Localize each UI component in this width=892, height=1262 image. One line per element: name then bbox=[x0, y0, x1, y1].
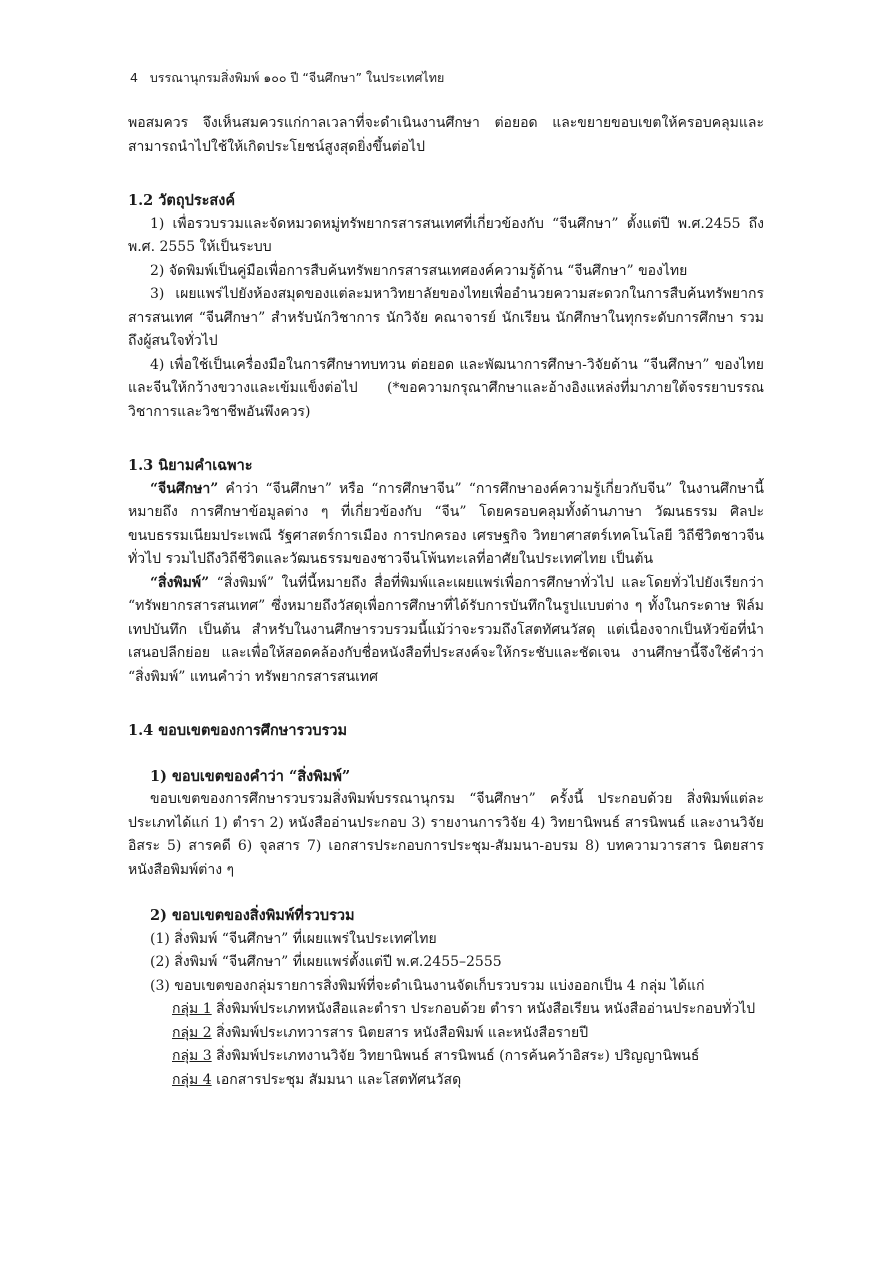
group-item bbox=[128, 1045, 764, 1069]
group-label: กลุ่ม 4 bbox=[172, 1071, 212, 1088]
group-text: สิ่งพิมพ์ประเภทหนังสือและตำรา ประกอบด้วย ตำรา หนังสือเรียน หนังสืออ่านประกอบทั่วไป bbox=[211, 1001, 756, 1017]
group-label: กลุ่ม 2 bbox=[172, 1024, 212, 1041]
intro-paragraph: พอสมควร จึงเห็นสมควรแก่กาลเวลาที่จะดำเนินงานศึกษา ต่อยอด และขยายขอบเขตให้ครอบคลุมและสามารถนำไปใช้ให้เกิดประโยชน์สูงสุดยิ่งขึ้นต่อไป bbox=[128, 115, 764, 155]
scope-item: (3) ขอบเขตของกลุ่มรายการสิ่งพิมพ์ที่จะดำเนินงานจัดเก็บรวบรวม แบ่งออกเป็น 4 กลุ่ม ได้แก่ bbox=[150, 977, 705, 994]
group-text: เอกสารประชุม สัมมนา และโสตทัศนวัสดุ bbox=[211, 1071, 462, 1088]
scope-term-body: ขอบเขตของการศึกษารวบรวมสิ่งพิมพ์บรรณานุกรม “จีนศึกษา” ครั้งนี้ ประกอบด้วย สิ่งพิมพ์แต่ละประเภทได้แก่ 1) ตำรา 2) หนังสืออ่านประกอบ 3) รายงานการวิจัย 4) วิทยานิพนธ์ สารนิพนธ์ และงานวิจัยอิสระ 5) สารคดี 6) จุลสาร 7) เอกสารประกอบการประชุม-สัมมนา-อบรม 8) บทความวารสาร นิตยสาร หนังสือพิมพ์ต่าง ๆ bbox=[128, 791, 764, 878]
def-publication: “สิ่งพิมพ์” ในที่นี้หมายถึง สื่อที่พิมพ์และเผยแพร่เพื่อการศึกษาทั่วไป และโดยทั่วไปยังเรียกว่า “ทรัพยากรสารสนเทศ” ซึ่งหมายถึงวัสดุเพื่อการศึกษาที่ได้รับการบันทึกในรูปแบบต่าง ๆ ทั้งในกระดาษ ฟิล์ม เทปบันทึก เป็นต้น สำหรับในงานศึกษารวบรวมนี้แม้ว่าจะรวมถึงโสตทัศนวัสดุ แต่เนื่องจากเป็นหัวข้อที่นำเสนอปลีกย่อย และเพื่อให้สอดคล้องกับชื่อหนังสือที่ประสงค์จะให้กระชับและชัดเจน งานศึกษานี้จึงใช้คำว่า “สิ่งพิมพ์” แทนคำว่า ทรัพยากรสารสนเทศ bbox=[128, 574, 764, 685]
subheading-scope-term: 1) ขอบเขตของคำว่า “สิ่งพิมพ์” bbox=[150, 767, 351, 785]
subheading-scope-collected: 2) ขอบเขตของสิ่งพิมพ์ที่รวบรวม bbox=[150, 907, 355, 924]
objective-item: 4) เพื่อใช้เป็นเครื่องมือในการศึกษาทบทวน ต่อยอด และพัฒนาการศึกษา-วิจัยด้าน “จีนศึกษา” ของไทยและจีนให้กว้างขวางและเข้มแข็งต่อไป (*ขอความกรุณาศึกษาและอ้างอิงแหล่งที่มาภายใต้จรรยาบรรณวิชาการและวิชาชีพอันพึงควร) bbox=[128, 356, 764, 420]
page-body bbox=[128, 112, 764, 1092]
term-china-studies: “จีนศึกษา” bbox=[150, 480, 219, 497]
group-item bbox=[128, 1069, 764, 1093]
group-text: สิ่งพิมพ์ประเภทงานวิจัย วิทยานิพนธ์ สารนิพนธ์ (การค้นคว้าอิสระ) ปริญญานิพนธ์ bbox=[211, 1048, 700, 1064]
heading-objectives: 1.2 วัตถุประสงค์ bbox=[128, 192, 236, 209]
term-publication: “สิ่งพิมพ์” bbox=[150, 574, 210, 591]
running-title: บรรณานุกรมสิ่งพิมพ์ ๑๐๐ ปี “จีนศึกษา” ในประเทศไทย bbox=[149, 70, 445, 85]
scope-item: (1) สิ่งพิมพ์ “จีนศึกษา” ที่เผยแพร่ในประเทศไทย bbox=[150, 930, 437, 947]
group-item bbox=[128, 1022, 764, 1046]
group-text: สิ่งพิมพ์ประเภทวารสาร นิตยสาร หนังสือพิมพ์ และหนังสือรายปี bbox=[211, 1024, 589, 1041]
objective-item: 1) เพื่อรวบรวมและจัดหมวดหมู่ทรัพยากรสารสนเทศที่เกี่ยวข้องกับ “จีนศึกษา” ตั้งแต่ปี พ.ศ.2455 ถึง พ.ศ. 2555 ให้เป็นระบบ bbox=[128, 215, 764, 255]
page-number: 4 bbox=[130, 70, 138, 85]
objective-item: 3) เผยแพร่ไปยังห้องสมุดของแต่ละมหาวิทยาลัยของไทยเพื่ออำนวยความสะดวกในการสืบค้นทรัพยากรสารสนเทศ “จีนศึกษา” สำหรับนักวิชาการ นักวิจัย คณาจารย์ นักเรียน นักศึกษาในทุกระดับการศึกษา รวมถึงผู้สนใจทั่วไป bbox=[128, 286, 764, 349]
objective-item: 2) จัดพิมพ์เป็นคู่มือเพื่อการสืบค้นทรัพยากรสารสนเทศองค์ความรู้ด้าน “จีนศึกษา” ของไทย bbox=[150, 262, 688, 279]
heading-scope: 1.4 ขอบเขตของการศึกษารวบรวม bbox=[128, 722, 348, 739]
group-item bbox=[128, 998, 764, 1022]
group-label: กลุ่ม 1 bbox=[172, 1001, 212, 1017]
group-label: กลุ่ม 3 bbox=[172, 1048, 212, 1064]
def-china-studies: คำว่า “จีนศึกษา” หรือ “การศึกษาจีน” “การศึกษาองค์ความรู้เกี่ยวกับจีน” ในงานศึกษานี้หมายถึง การศึกษาข้อมูลต่าง ๆ ที่เกี่ยวข้องกับ “จีน” โดยครอบคลุมทั้งด้านภาษา วัฒนธรรม ศิลปะ ขนบธรรมเนียมประเพณี รัฐศาสตร์การเมือง การปกครอง เศรษฐกิจ วิทยาศาสตร์เทคโนโลยี วิถีชีวิตชาวจีนทั่วไป รวมไปถึงวิถีชีวิตและวัฒนธรรมของชาวจีนโพ้นทะเลที่อาศัยในประเทศไทย เป็นต้น bbox=[128, 480, 764, 567]
running-header bbox=[130, 68, 444, 88]
heading-definitions: 1.3 นิยามคำเฉพาะ bbox=[128, 457, 253, 474]
definition-china-studies bbox=[128, 478, 764, 572]
scope-item: (2) สิ่งพิมพ์ “จีนศึกษา” ที่เผยแพร่ตั้งแต่ปี พ.ศ.2455–2555 bbox=[150, 954, 502, 970]
definition-publication bbox=[128, 572, 764, 690]
